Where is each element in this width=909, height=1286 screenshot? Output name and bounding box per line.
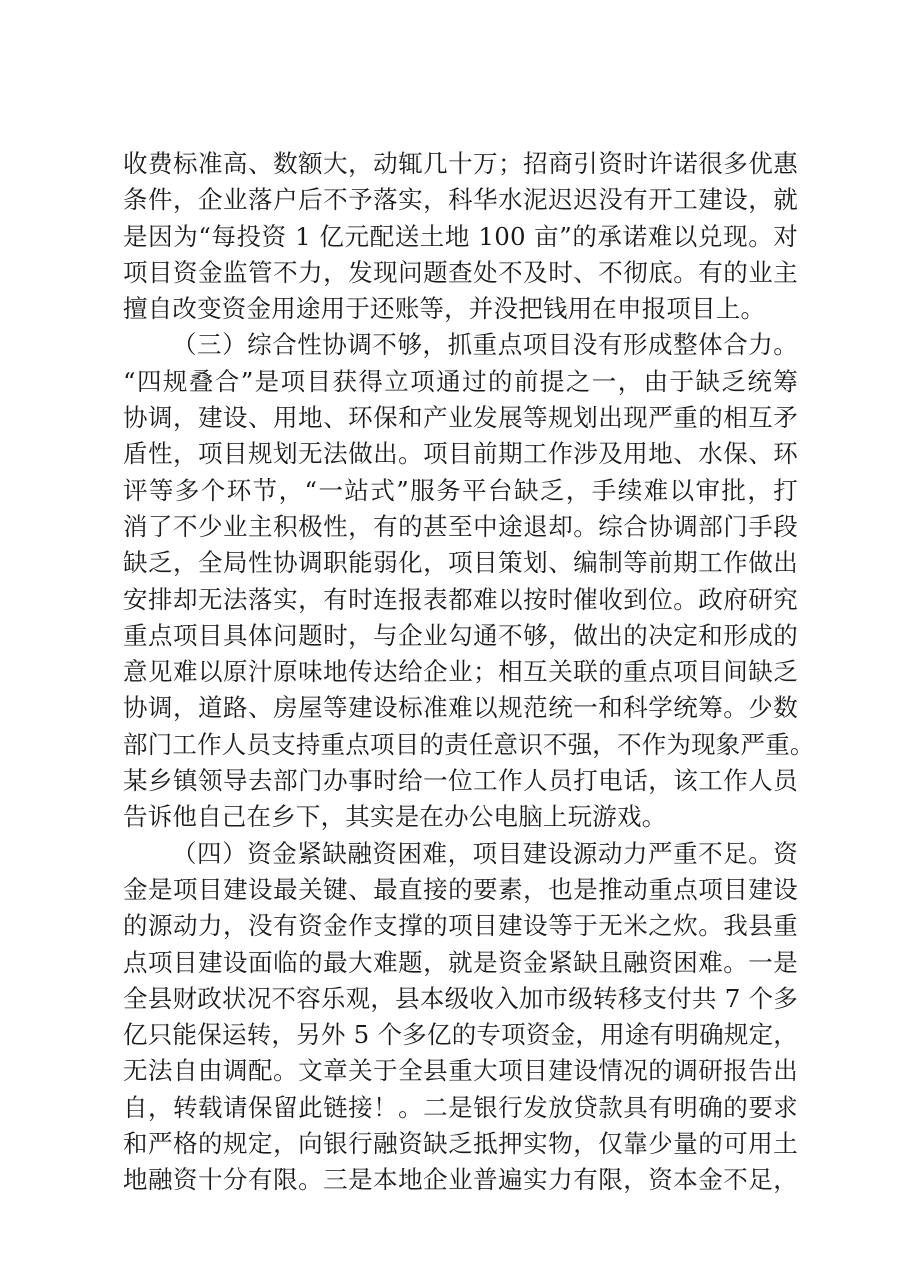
text-line: 和严格的规定，向银行融资缺乏抵押实物，仅靠少量的可用土 [123, 1129, 798, 1159]
text-line: 协调，建设、用地、环保和产业发展等规划出现严重的相互矛 [123, 403, 798, 433]
text-line: 项目资金监管不力，发现问题查处不及时、不彻底。有的业主 [123, 257, 798, 287]
text-line: 部门工作人员支持重点项目的责任意识不强，不作为现象严重。 [123, 729, 815, 759]
text-line: 某乡镇领导去部门办事时给一位工作人员打电话，该工作人员 [123, 766, 798, 796]
text-line: “四规叠合”是项目获得立项通过的前提之一，由于缺乏统筹 [123, 366, 798, 396]
text-line: 告诉他自己在乡下，其实是在办公电脑上玩游戏。 [123, 802, 667, 832]
text-line: 安排却无法落实，有时连报表都难以按时催收到位。政府研究 [123, 584, 798, 614]
text-line: 是因为“每投资 1 亿元配送土地 100 亩”的承诺难以兑现。对 [123, 221, 798, 251]
text-line: 重点项目具体问题时，与企业勾通不够，做出的决定和形成的 [123, 620, 798, 650]
text-line: 亿只能保运转，另外 5 个多亿的专项资金，用途有明确规定， [123, 1020, 798, 1050]
text-line: 自，转载请保留此链接！。二是银行发放贷款具有明确的要求 [123, 1092, 798, 1122]
text-line: 盾性，项目规划无法做出。项目前期工作涉及用地、水保、环 [123, 439, 798, 469]
text-line: 收费标准高、数额大，动辄几十万；招商引资时许诺很多优惠 [123, 149, 798, 178]
text-line: 擅自改变资金用途用于还账等，并没把钱用在申报项目上。 [123, 294, 766, 324]
text-line: 的源动力，没有资金作支撑的项目建设等于无米之炊。我县重 [123, 911, 798, 941]
section-heading-three: （三）综合性协调不够，抓重点项目没有形成整体合力。 [172, 330, 798, 360]
text-line: 全县财政状况不容乐观，县本级收入加市级转移支付共 7 个多 [123, 983, 798, 1013]
text-line: 意见难以原汁原味地传达给企业；相互关联的重点项目间缺乏 [123, 657, 798, 687]
text-line: 协调，道路、房屋等建设标准难以规范统一和科学统筹。少数 [123, 693, 798, 723]
text-line: 评等多个环节，“一站式”服务平台缺乏，手续难以审批，打 [123, 475, 798, 505]
text-line: 缺乏，全局性协调职能弱化，项目策划、编制等前期工作做出 [123, 548, 798, 578]
text-line: 点项目建设面临的最大难题，就是资金紧缺且融资困难。一是 [123, 947, 798, 977]
document-body [123, 146, 815, 1199]
text-line: 条件，企业落户后不予落实，科华水泥迟迟没有开工建设，就 [123, 185, 798, 215]
text-line: 金是项目建设最关键、最直接的要素，也是推动重点项目建设 [123, 874, 798, 904]
section-heading-four: （四）资金紧缺融资困难，项目建设源动力严重不足。资 [172, 838, 798, 868]
text-line: 地融资十分有限。三是本地企业普遍实力有限，资本金不足， [123, 1165, 798, 1195]
text-line: 无法自由调配。文章关于全县重大项目建设情况的调研报告出 [123, 1056, 798, 1086]
text-line: 消了不少业主积极性，有的甚至中途退却。综合协调部门手段 [123, 511, 798, 541]
